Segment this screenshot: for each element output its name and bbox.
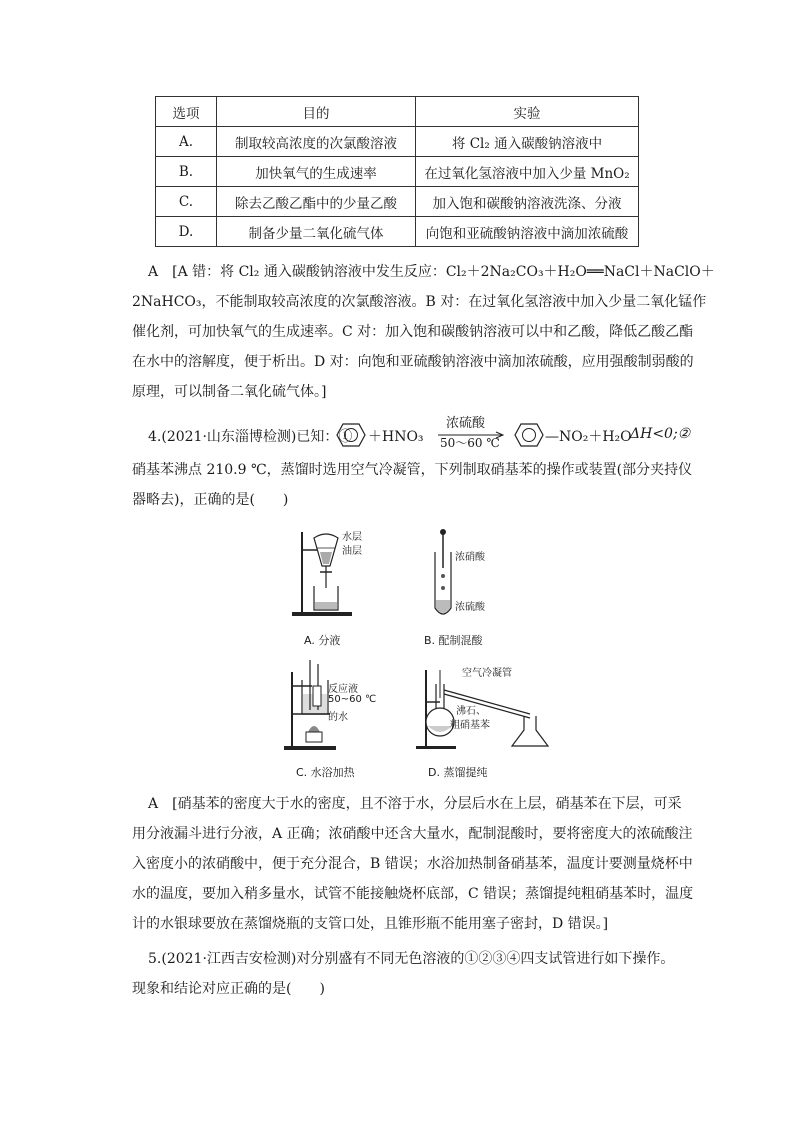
purpose-cell: 加快氧气的生成速率 xyxy=(217,157,416,187)
figure-b-label-sulfuric: 浓硫酸 xyxy=(455,602,485,613)
answer-line: 用分液漏斗进行分液，A 正确；浓硝酸中还含大量水，配制混酸时，要将密度大的浓硫酸注 xyxy=(132,826,693,842)
reaction-catalyst: 浓硫酸 xyxy=(446,416,486,431)
figure-d-label-zeolite: 沸石、 xyxy=(456,706,486,717)
figure-c-caption: C. 水浴加热 xyxy=(296,766,355,779)
table-row xyxy=(156,127,639,157)
figure-c-label-water: 的水 xyxy=(328,712,348,723)
answer-line: 入密度小的浓硝酸中，便于充分混合，B 错误；水浴加热制备硝基苯，温度计要测量烧杯中 xyxy=(132,856,693,872)
reaction-product: —NO₂＋H₂O xyxy=(545,429,632,445)
table-header: 目的 xyxy=(217,97,416,127)
reactant-hno3: ＋HNO₃ xyxy=(368,429,424,445)
answer-line: 原理，可以制备二氧化硫气体。] xyxy=(132,384,327,400)
answer-3-explanation xyxy=(132,257,715,407)
answer-line: 催化剂，可加快氧气的生成速率。C 对：加入饱和碳酸钠溶液可以中和乙酸，降低乙酸乙酯 xyxy=(132,324,694,340)
purpose-cell: 除去乙酸乙酯中的少量乙酸 xyxy=(217,187,416,217)
figure-c-water-bath xyxy=(282,658,342,752)
answer-line: 2NaHCO₃，不能制取较高浓度的次氯酸溶液。B 对：在过氧化氢溶液中加入少量二氧化锰作 xyxy=(132,294,707,310)
option-cell: D. xyxy=(156,217,217,247)
enthalpy-change: ΔH<0;② xyxy=(630,426,691,442)
question-4-text xyxy=(132,455,693,515)
option-cell: C. xyxy=(156,187,217,217)
question-line: 现象和结论对应正确的是( ) xyxy=(132,981,325,997)
figure-b-test-tube xyxy=(428,528,458,624)
answer-line: A [硝基苯的密度大于水的密度，且不溶于水，分层后水在上层，硝基苯在下层，可采 xyxy=(148,796,682,812)
figure-d-label-crude: 粗硝基苯 xyxy=(450,720,490,731)
table-header-row xyxy=(156,97,639,127)
question-line: 器略去)，正确的是( ) xyxy=(132,492,289,508)
experiment-cell: 加入饱和碳酸钠溶液洗涤、分液 xyxy=(416,187,639,217)
table-header: 选项 xyxy=(156,97,217,127)
reaction-condition: 50～60 ℃ xyxy=(440,436,500,450)
question-line: 5.(2021·江西吉安检测)对分别盛有不同无色溶液的①②③④四支试管进行如下操作。 xyxy=(148,951,675,967)
question-4-prefix: 4.(2021·山东淄博检测)已知：① xyxy=(148,429,353,445)
experiment-cell: 将 Cl₂ 通入碳酸钠溶液中 xyxy=(416,127,639,157)
purpose-cell: 制取较高浓度的次氯酸溶液 xyxy=(217,127,416,157)
table-row xyxy=(156,157,639,187)
figure-a-separatory-funnel xyxy=(290,528,380,620)
options-table xyxy=(155,96,639,247)
figure-a-label-oil: 油层 xyxy=(342,546,362,557)
figure-a-caption: A. 分液 xyxy=(304,634,341,647)
figure-d-caption: D. 蒸馏提纯 xyxy=(428,766,488,779)
answer-line: 在水中的溶解度，便于析出。D 对：向饱和亚硫酸钠溶液中滴加浓硫酸，应用强酸制弱酸的 xyxy=(132,354,694,370)
answer-line: 水的温度，要加入稍多量水，试管不能接触烧杯底部，C 错误；蒸馏提纯粗硝基苯时，温度 xyxy=(132,886,694,902)
experiment-cell: 向饱和亚硫酸钠溶液中滴加浓硫酸 xyxy=(416,217,639,247)
figure-c-label-temperature: 50~60 ℃ xyxy=(328,694,377,705)
table-row xyxy=(156,187,639,217)
question-5-text xyxy=(132,944,678,1004)
option-cell: B. xyxy=(156,157,217,187)
table-header: 实验 xyxy=(416,97,639,127)
answer-line: 计的水银球要放在蒸馏烧瓶的支管口处，且锥形瓶不能用塞子密封，D 错误。] xyxy=(132,916,609,932)
answer-line: A [A 错：将 Cl₂ 通入碳酸钠溶液中发生反应：Cl₂＋2Na₂CO₃＋H₂O══NaCl＋NaClO＋ xyxy=(148,264,715,280)
figure-c-label-reaction: 反应液 xyxy=(328,684,358,695)
figure-b-label-nitric: 浓硝酸 xyxy=(455,552,485,563)
nitrobenzene-ring-icon xyxy=(514,422,544,448)
table-row xyxy=(156,217,639,247)
figure-d-label-condenser: 空气冷凝管 xyxy=(462,668,512,679)
figure-b-caption: B. 配制混酸 xyxy=(424,634,483,647)
figure-a-label-water: 水层 xyxy=(342,532,362,543)
experiment-cell: 在过氧化氢溶液中加入少量 MnO₂ xyxy=(416,157,639,187)
question-line: 硝基苯沸点 210.9 ℃，蒸馏时选用空气冷凝管，下列制取硝基苯的操作或装置(部分夹持仪 xyxy=(132,462,693,478)
answer-4-explanation xyxy=(132,789,694,939)
benzene-ring-icon xyxy=(336,422,366,448)
option-cell: A. xyxy=(156,127,217,157)
purpose-cell: 制备少量二氧化硫气体 xyxy=(217,217,416,247)
